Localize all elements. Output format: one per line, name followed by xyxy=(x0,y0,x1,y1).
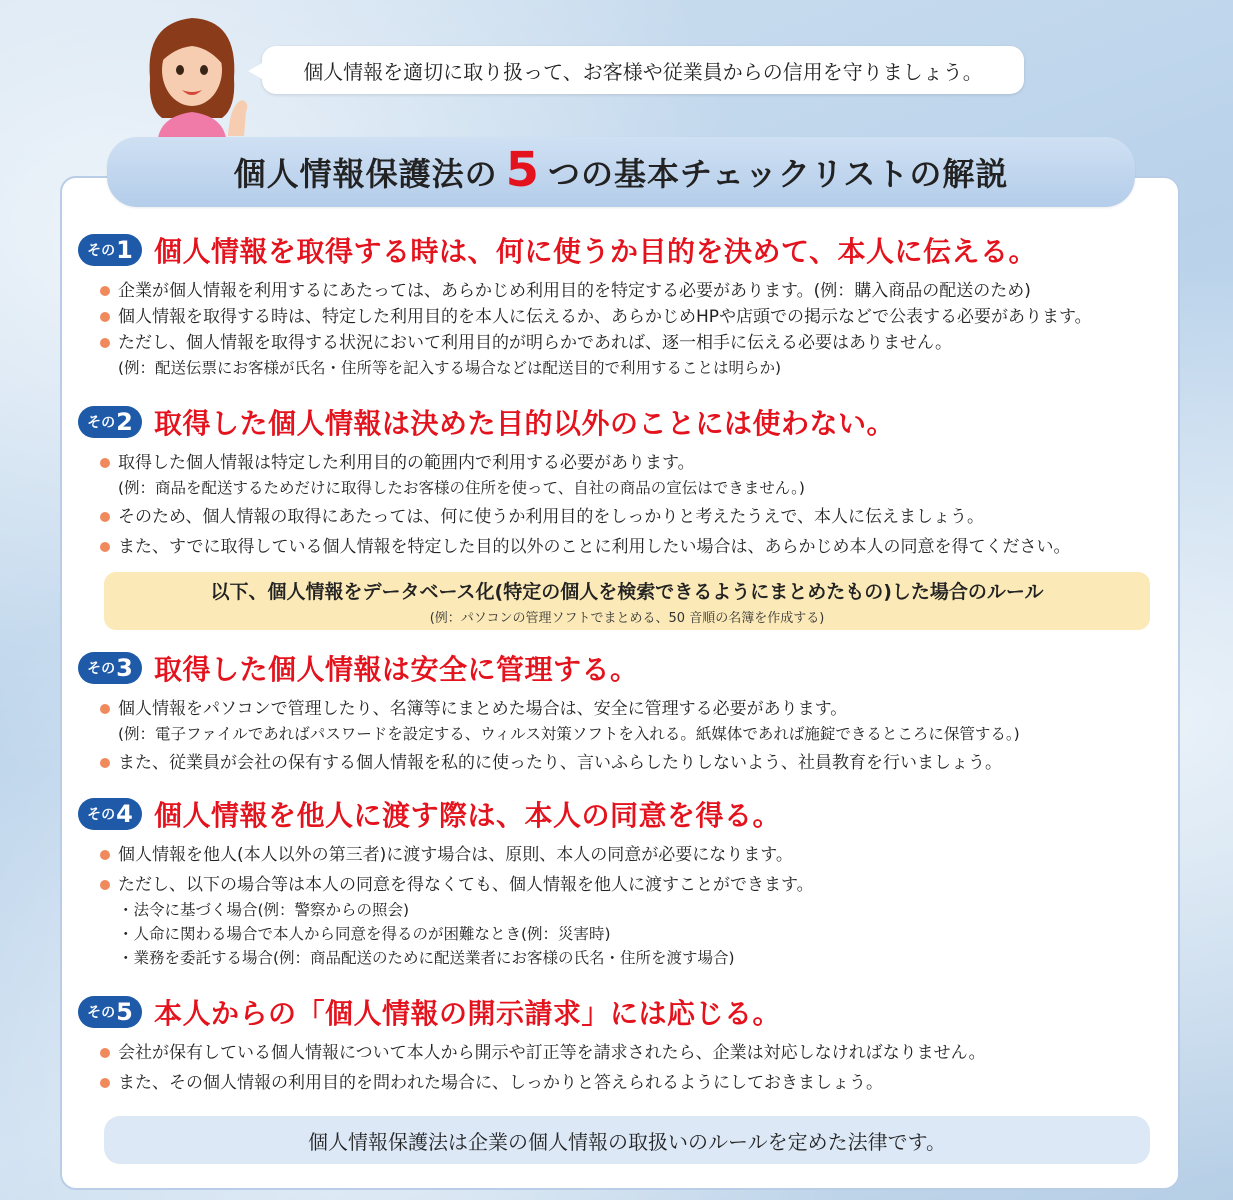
checklist-section-2 xyxy=(78,400,1071,560)
section-heading: 本人からの「個人情報の開示請求」には応じる。 xyxy=(154,997,782,1030)
section-heading: 取得した個人情報は決めた目的以外のことには使わない。 xyxy=(154,407,896,440)
bullet-item: ただし、個人情報を取得する状況において利用目的が明らかであれば、逐一相手に伝える必要はありません。 xyxy=(100,330,1092,356)
woman-avatar-illustration xyxy=(130,8,260,138)
note-example: (例：パソコンの管理ソフトでまとめる、50 音順の名簿を作成する) xyxy=(429,610,825,626)
checklist-section-3 xyxy=(78,646,1020,776)
bullet-example: (例：商品を配送するためだけに取得したお客様の住所を使って、自社の商品の宣伝はできません。) xyxy=(118,479,805,497)
section-heading: 個人情報を他人に渡す際は、本人の同意を得る。 xyxy=(154,799,782,832)
section-badge: その 1 xyxy=(78,234,142,266)
section-badge: その 3 xyxy=(78,652,142,684)
bullet-item: 取得した個人情報は特定した利用目的の範囲内で利用する必要があります。 xyxy=(100,450,1071,476)
sub-item: ・業務を委託する場合(例：商品配送のために配送業者にお客様の氏名・住所を渡す場合) xyxy=(118,949,735,967)
section-heading: 取得した個人情報は安全に管理する。 xyxy=(154,653,639,686)
title-suffix: つの基本チェックリストの解説 xyxy=(548,155,1009,193)
bullet-example: (例：配送伝票にお客様が氏名・住所等を記入する場合などは配送目的で利用することは明らか) xyxy=(118,359,782,377)
footer-summary: 個人情報保護法は企業の個人情報の取扱いのルールを定めた法律です。 xyxy=(104,1116,1150,1164)
bullet-item: 個人情報をパソコンで管理したり、名簿等にまとめた場合は、安全に管理する必要があります。 xyxy=(100,696,1020,722)
speech-bubble: 個人情報を適切に取り扱って、お客様や従業員からの信用を守りましょう。 xyxy=(262,46,1024,94)
checklist-section-1 xyxy=(78,228,1092,380)
sub-item: ・人命に関わる場合で本人から同意を得るのが困難なとき(例：災害時) xyxy=(118,925,611,943)
bullet-item: 個人情報を取得する時は、特定した利用目的を本人に伝えるか、あらかじめHPや店頭での掲示などで公表する必要があります。 xyxy=(100,304,1092,330)
bullet-example: (例：電子ファイルであればパスワードを設定する、ウィルス対策ソフトを入れる。紙媒体であれば施錠できるところに保管する。) xyxy=(118,725,1020,743)
bullet-item: 企業が個人情報を利用するにあたっては、あらかじめ利用目的を特定する必要があります。(例：購入商品の配送のため) xyxy=(100,278,1092,304)
section-badge: その 2 xyxy=(78,406,142,438)
bullet-item: また、その個人情報の利用目的を問われた場合に、しっかりと答えられるようにしておきましょう。 xyxy=(100,1070,986,1096)
bullet-item: 個人情報を他人(本人以外の第三者)に渡す場合は、原則、本人の同意が必要になります。 xyxy=(100,842,814,868)
section-badge: その 5 xyxy=(78,996,142,1028)
database-rule-note xyxy=(104,572,1150,630)
title-prefix: 個人情報保護法の xyxy=(233,155,498,193)
sub-item: ・法令に基づく場合(例：警察からの照会) xyxy=(118,901,410,919)
checklist-section-5 xyxy=(78,990,986,1096)
bullet-item: そのため、個人情報の取得にあたっては、何に使うか利用目的をしっかりと考えたうえで、本人に伝えましょう。 xyxy=(100,504,1071,530)
bullet-item: また、すでに取得している個人情報を特定した目的以外のことに利用したい場合は、あらかじめ本人の同意を得てください。 xyxy=(100,534,1071,560)
bullet-item: 会社が保有している個人情報について本人から開示や訂正等を請求されたら、企業は対応しなければなりません。 xyxy=(100,1040,986,1066)
section-heading: 個人情報を取得する時は、何に使うか目的を決めて、本人に伝える。 xyxy=(154,235,1037,268)
page-title xyxy=(107,137,1135,207)
bullet-item: また、従業員が会社の保有する個人情報を私的に使ったり、言いふらしたりしないよう、社員教育を行いましょう。 xyxy=(100,750,1020,776)
bullet-item: ただし、以下の場合等は本人の同意を得なくても、個人情報を他人に渡すことができます。 xyxy=(100,872,814,898)
title-number: 5 xyxy=(505,142,540,198)
checklist-section-4 xyxy=(78,792,814,970)
section-badge: その 4 xyxy=(78,798,142,830)
note-title: 以下、個人情報をデータベース化(特定の個人を検索できるようにまとめたもの)した場合のルール xyxy=(210,580,1044,603)
